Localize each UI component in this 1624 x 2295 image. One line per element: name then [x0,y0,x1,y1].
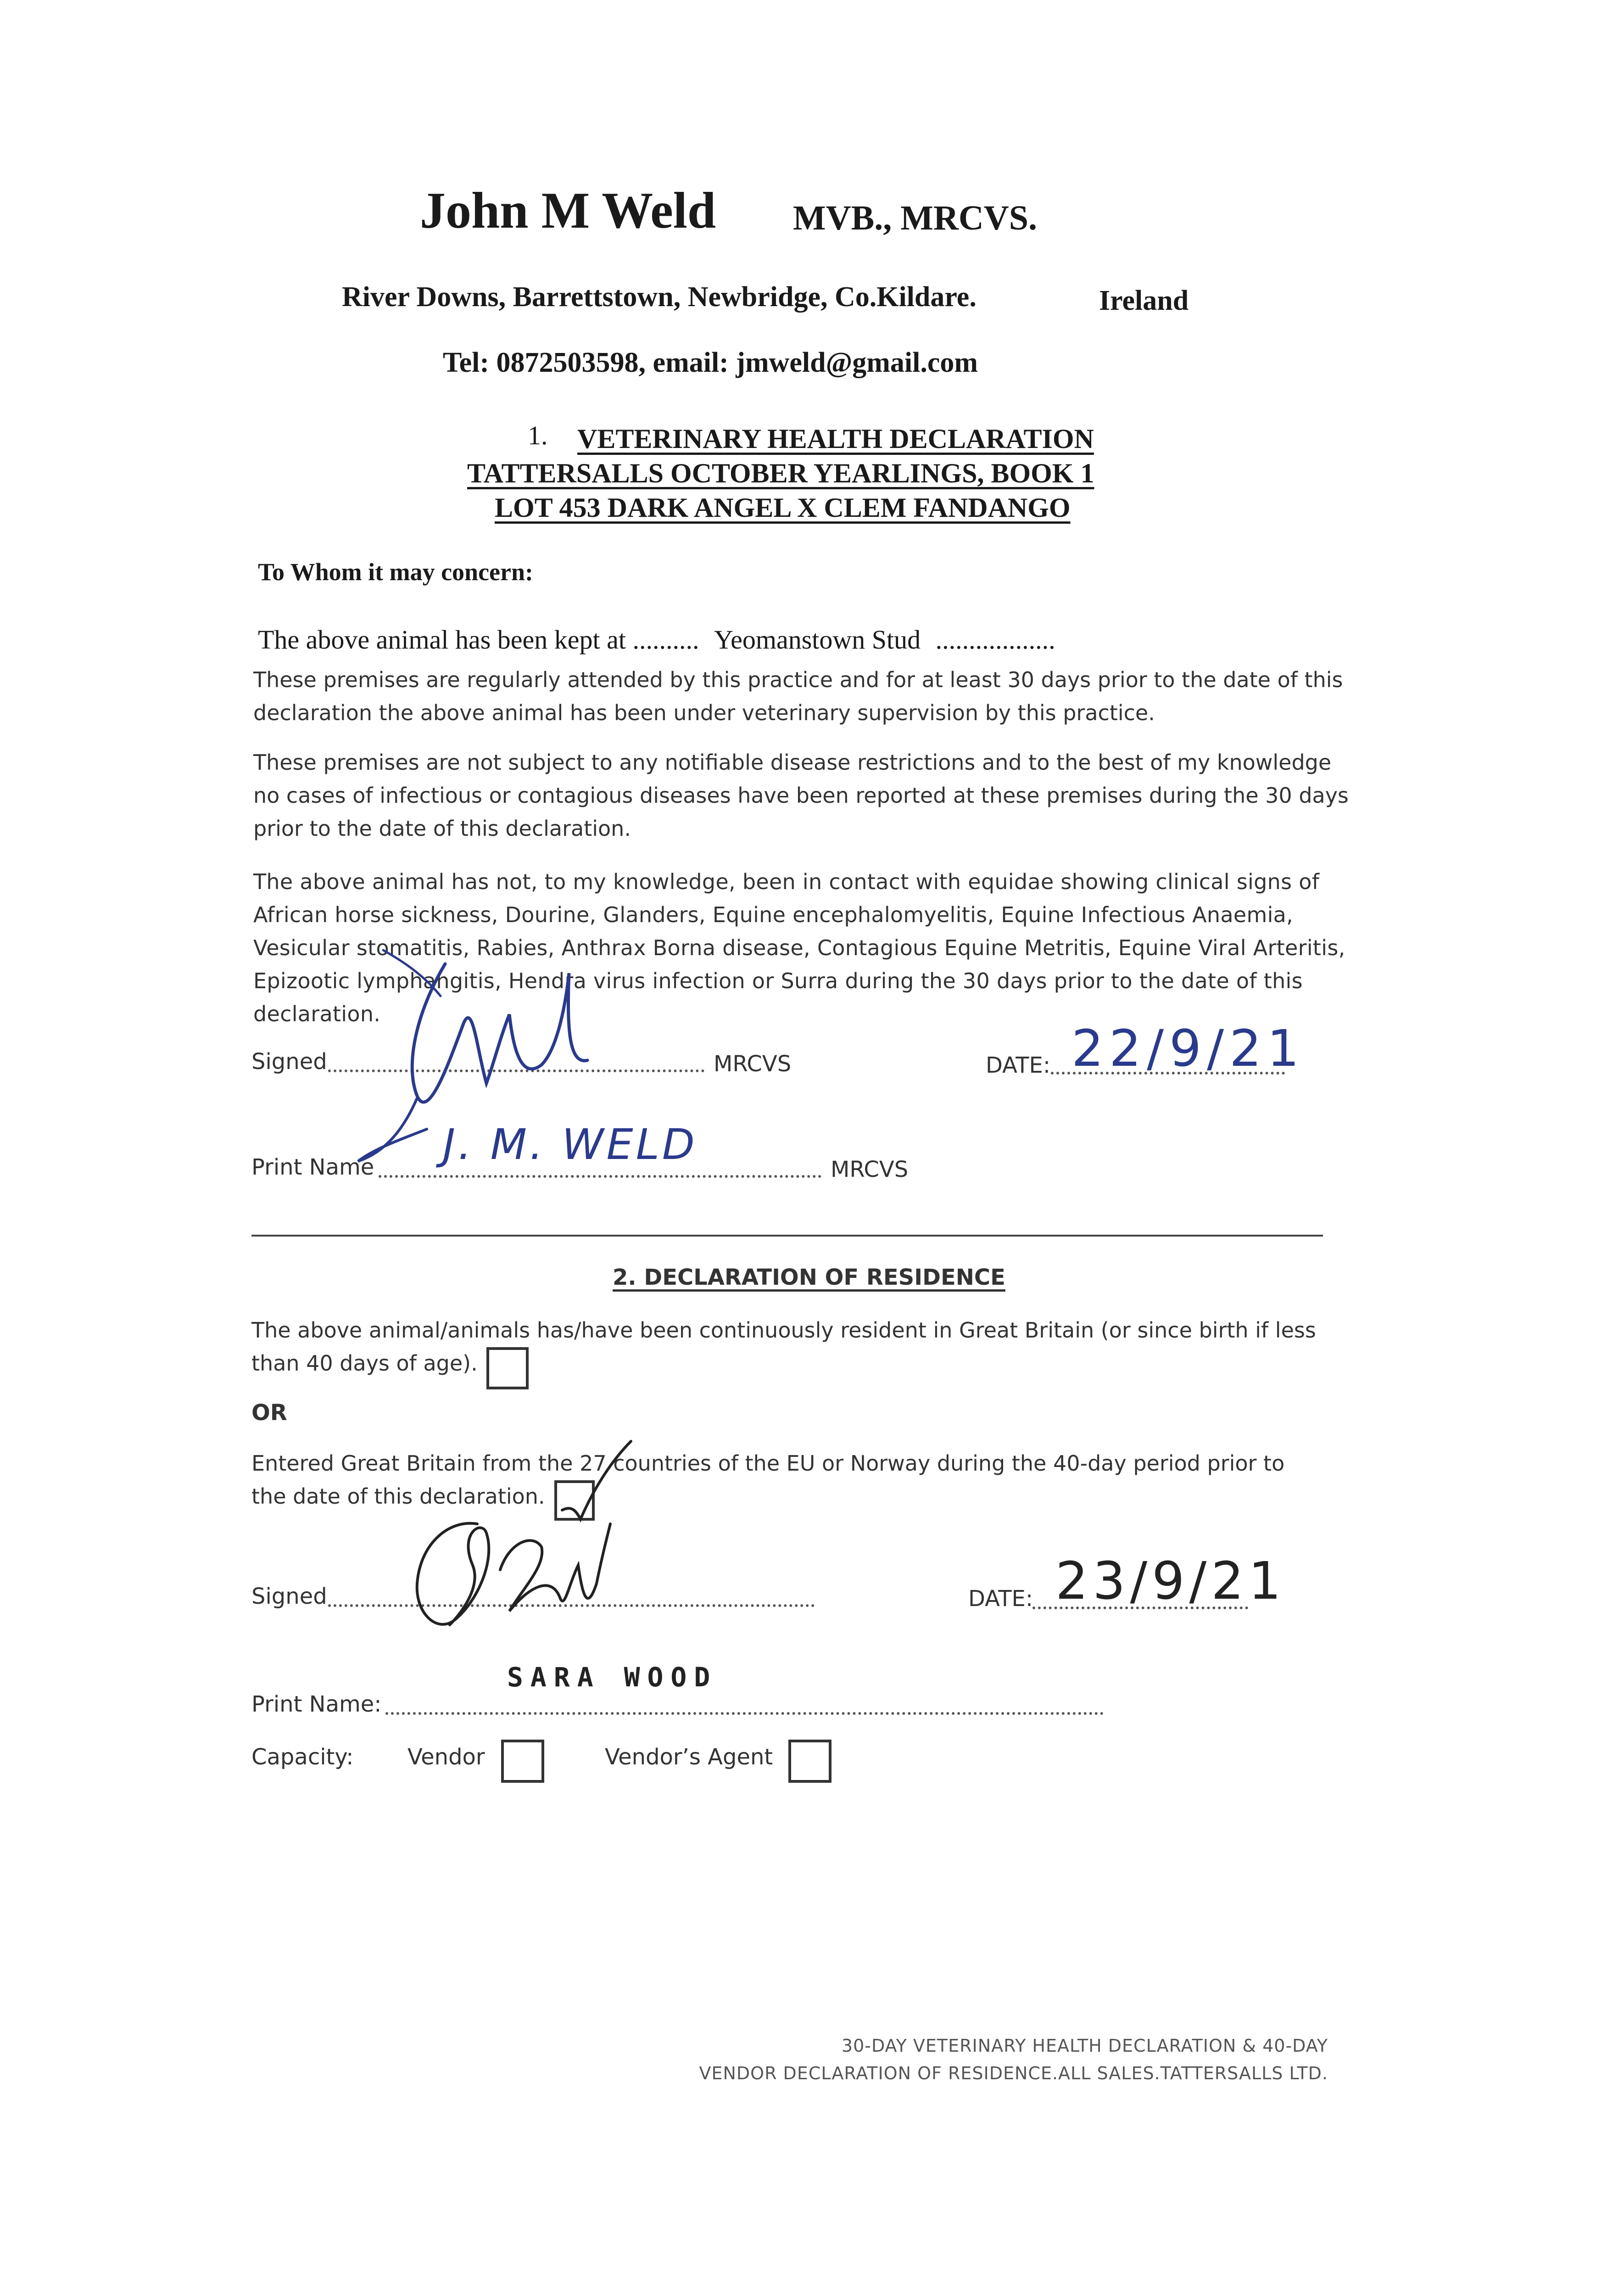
restrictions-paragraph: These premises are not subject to any notifiable disease restrictions and to the best of my knowledge no cases of infectious or contagious diseases have been reported at these premises during the 30 days prior to the date of this declaration. [253,750,1349,841]
section1-number: 1. [528,420,548,450]
vet-date-label: DATE: [986,1052,1051,1078]
residence-option1-checkbox[interactable] [486,1347,529,1389]
vendor-print-value: SARA WOOD [507,1662,718,1693]
section2-title: 2. DECLARATION OF RESIDENCE [613,1265,1005,1290]
lot-title: LOT 453 DARK ANGEL X CLEM FANDANGO [495,493,1071,523]
vendor-date-value: 23/9/21 [1055,1551,1286,1611]
vet-date-value: 22/9/21 [1072,1019,1305,1078]
residence-option2: Entered Great Britain from the 27 countries of the EU or Norway during the 40-day period prior to the date of this declaration. [251,1451,1285,1509]
salutation: To Whom it may concern: [258,558,533,586]
vet-print-value: J. M. WELD [443,1120,698,1169]
vet-signed-mrcvs: MRCVS [714,1051,792,1077]
footer-line1: 30-DAY VETERINARY HEALTH DECLARATION & 40-DAY [841,2036,1328,2056]
practitioner-name: John M Weld [420,182,716,239]
kept-suffix: .................. [935,625,1055,655]
practice-address: River Downs, Barrettstown, Newbridge, Co.Kildare. [342,281,977,313]
kept-at-line [258,624,1055,655]
vendor-print-label: Print Name: [251,1691,382,1717]
section-divider [251,1235,1323,1237]
vendor-signed-label: Signed [251,1584,327,1609]
vet-signature [349,946,606,1184]
vet-print-label: Print Name [251,1154,374,1180]
vendor-label: Vendor [407,1744,485,1770]
vendor-print-line[interactable] [385,1712,1104,1715]
practice-contact: Tel: 0872503598, email: jmweld@gmail.com [443,347,978,378]
vendor-signature [404,1506,642,1643]
vet-signed-label: Signed [251,1049,327,1075]
agent-label: Vendor’s Agent [605,1744,773,1770]
section1-title: VETERINARY HEALTH DECLARATION [577,424,1094,454]
sale-title: TATTERSALLS OCTOBER YEARLINGS, BOOK 1 [467,458,1094,488]
kept-location: Yeomanstown Stud [714,625,921,655]
vet-print-mrcvs: MRCVS [831,1157,909,1182]
kept-prefix: The above animal has been kept at .......... [258,625,699,655]
capacity-label: Capacity: [251,1744,354,1770]
footer-line2: VENDOR DECLARATION OF RESIDENCE.ALL SALES.TATTERSALLS LTD. [699,2063,1328,2083]
agent-checkbox[interactable] [788,1740,832,1783]
practice-country: Ireland [1099,285,1189,316]
vendor-date-label: DATE: [968,1586,1033,1612]
supervision-paragraph: These premises are regularly attended by this practice and for at least 30 days prior to the date of this declaration the above animal has been under veterinary supervision by this practice. [253,667,1343,725]
contact-paragraph: The above animal has not, to my knowledge, been in contact with equidae showing clinical signs of African horse sickness, Dourine, Glanders, Equine encephalomyelitis, Equine Infectious Anaemia, Vesicular stomatitis, Rabies, Anthrax Borna disease, Contagious Equine Metritis, Equine Viral Arteritis, Epizootic lymphangitis, Hendra virus infection or Surra during the 30 days prior to the date of this declaration. [253,869,1345,1026]
or-label: OR [251,1400,287,1426]
practitioner-qualifications: MVB., MRCVS. [793,199,1037,237]
vendor-checkbox[interactable] [501,1740,544,1783]
residence-option1: The above animal/animals has/have been continuously resident in Great Britain (or since birth if less than 40 days of age). [251,1318,1316,1376]
